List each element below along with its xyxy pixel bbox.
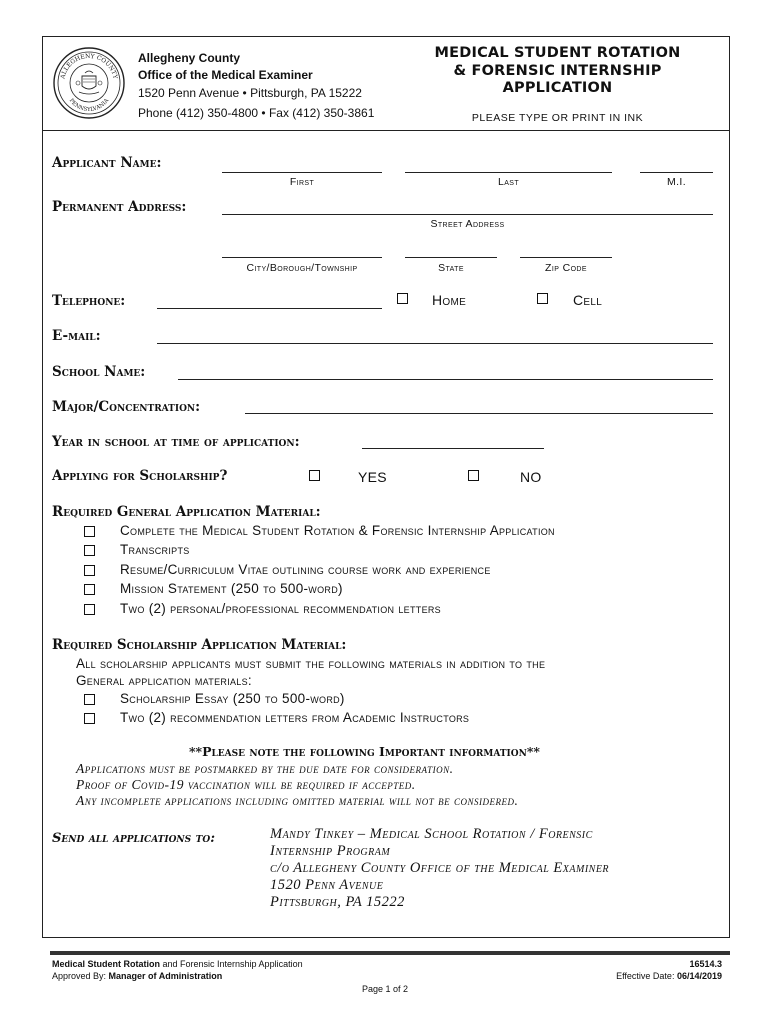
- scholarship-intro-line2: General application materials:: [76, 673, 252, 688]
- general-materials-heading: Required General Application Material:: [52, 504, 321, 520]
- cell-checkbox[interactable]: [537, 293, 548, 304]
- home-option-label: Home: [432, 292, 467, 308]
- mailing-address-line: Internship Program: [270, 843, 391, 859]
- yes-option-label: YES: [358, 469, 387, 485]
- general-item-checkbox[interactable]: [84, 565, 95, 576]
- general-item: Transcripts: [120, 542, 190, 557]
- scholarship-item-checkbox[interactable]: [84, 713, 95, 724]
- notice-line: Any incomplete applications including omitted material will not be considered.: [76, 793, 519, 808]
- middle-initial-field[interactable]: [640, 172, 713, 173]
- county-seal-icon: [52, 46, 126, 120]
- office-name: Office of the Medical Examiner: [138, 68, 313, 82]
- footer-doc-number: 16514.3: [689, 959, 722, 969]
- city-caption: City/Borough/Township: [246, 262, 358, 274]
- cell-option-label: Cell: [573, 292, 603, 308]
- footer-doc-name: Medical Student Rotation and Forensic Internship Application: [52, 959, 303, 969]
- notice-line: Proof of Covid-19 vaccination will be required if accepted.: [76, 777, 416, 792]
- org-phone: Phone (412) 350-4800 • Fax (412) 350-3861: [138, 106, 375, 120]
- first-caption: First: [289, 176, 315, 188]
- mi-caption: M.I.: [666, 176, 687, 188]
- form-title-line3: APPLICATION: [502, 80, 613, 96]
- last-caption: Last: [497, 176, 520, 188]
- scholarship-intro-line1: All scholarship applicants must submit the following materials in addition to the: [76, 656, 546, 671]
- mailing-address-line: 1520 Penn Avenue: [270, 877, 384, 893]
- general-item: Complete the Medical Student Rotation & Forensic Internship Application: [120, 523, 555, 538]
- city-field[interactable]: [222, 257, 382, 258]
- first-name-field[interactable]: [222, 172, 382, 173]
- no-option-label: NO: [520, 469, 542, 485]
- last-name-field[interactable]: [405, 172, 612, 173]
- scholarship-yes-checkbox[interactable]: [309, 470, 320, 481]
- page-number: Page 1 of 2: [361, 984, 409, 994]
- email-label: E-mail:: [52, 328, 101, 344]
- telephone-label: Telephone:: [52, 293, 126, 309]
- type-note: PLEASE TYPE OR PRINT IN INK: [471, 112, 644, 124]
- scholarship-item: Scholarship Essay (250 to 500-word): [120, 691, 345, 706]
- scholarship-no-checkbox[interactable]: [468, 470, 479, 481]
- zip-caption: Zip Code: [545, 262, 587, 274]
- general-item-checkbox[interactable]: [84, 584, 95, 595]
- general-item-checkbox[interactable]: [84, 526, 95, 537]
- org-name: Allegheny County: [138, 51, 241, 65]
- scholarship-item: Two (2) recommendation letters from Academic Instructors: [120, 710, 470, 725]
- notice-line: Applications must be postmarked by the due date for consideration.: [76, 761, 454, 776]
- email-field[interactable]: [157, 343, 713, 344]
- school-name-label: School Name:: [52, 364, 146, 380]
- major-field[interactable]: [245, 413, 713, 414]
- general-item-checkbox[interactable]: [84, 545, 95, 556]
- header-divider: [42, 130, 730, 131]
- form-title-line2: & FORENSIC INTERNSHIP: [453, 63, 662, 79]
- mailing-address-line: Pittsburgh, PA 15222: [270, 894, 405, 910]
- applicant-name-label: Applicant Name:: [52, 155, 162, 171]
- major-label: Major/Concentration:: [52, 399, 201, 415]
- scholarship-label: Applying for Scholarship?: [52, 468, 228, 484]
- year-in-school-field[interactable]: [362, 448, 544, 449]
- permanent-address-label: Permanent Address:: [52, 199, 187, 215]
- important-notice-heading: **Please note the following Important information**: [189, 744, 540, 759]
- state-field[interactable]: [405, 257, 497, 258]
- footer-effective-date: Effective Date: 06/14/2019: [616, 971, 722, 981]
- general-item: Resume/Curriculum Vitae outlining course work and experience: [120, 562, 491, 577]
- send-applications-label: Send all applications to:: [52, 831, 216, 846]
- year-in-school-label: Year in school at time of application:: [52, 434, 300, 450]
- telephone-field[interactable]: [157, 308, 382, 309]
- state-caption: State: [438, 262, 464, 274]
- footer-approved-by: Approved By: Manager of Administration: [52, 971, 223, 981]
- general-item-checkbox[interactable]: [84, 604, 95, 615]
- mailing-address-line: c/o Allegheny County Office of the Medical Examiner: [270, 860, 610, 876]
- svg-text:ALLEGHENY COUNTY: ALLEGHENY COUNTY: [59, 52, 119, 80]
- scholarship-materials-heading: Required Scholarship Application Material:: [52, 637, 347, 653]
- street-address-field[interactable]: [222, 214, 713, 215]
- general-item: Mission Statement (250 to 500-word): [120, 581, 343, 596]
- org-address: 1520 Penn Avenue • Pittsburgh, PA 15222: [138, 86, 362, 100]
- school-name-field[interactable]: [178, 379, 713, 380]
- mailing-address-line: Mandy Tinkey – Medical School Rotation / Forensic: [270, 826, 593, 842]
- footer-divider: [50, 951, 730, 955]
- scholarship-item-checkbox[interactable]: [84, 694, 95, 705]
- form-title-line1: MEDICAL STUDENT ROTATION: [434, 45, 681, 61]
- home-checkbox[interactable]: [397, 293, 408, 304]
- general-item: Two (2) personal/professional recommendation letters: [120, 601, 441, 616]
- zip-field[interactable]: [520, 257, 612, 258]
- svg-text:PENNSYLVANIA: PENNSYLVANIA: [67, 97, 111, 114]
- street-caption: Street Address: [430, 218, 505, 230]
